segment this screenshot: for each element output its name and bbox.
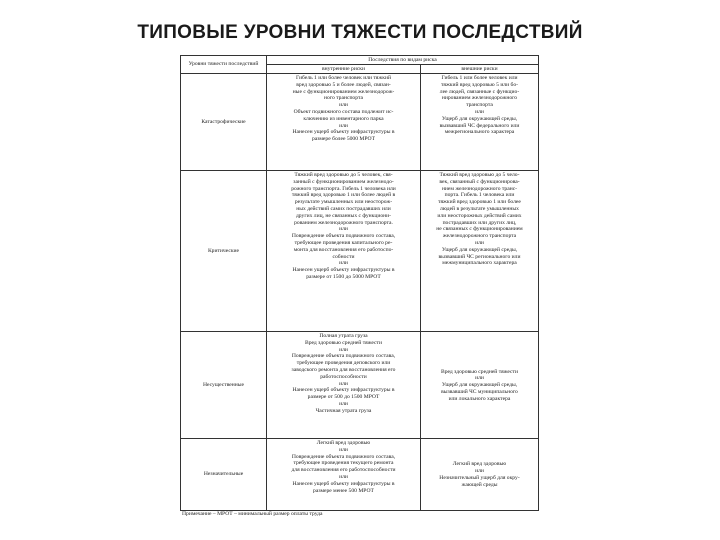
cell-line: железнодорожного транспорта — [442, 233, 517, 240]
cell-line: Гибель 1 или более человек или тяжкий — [296, 75, 391, 81]
cell-line: Нанесен ущерб объекту инфраструктуры в — [292, 480, 395, 487]
cell-line: Тяжкий вред здоровью до 5 чело- — [439, 172, 520, 178]
internal-risks-cell — [267, 74, 421, 171]
cell-line: или — [339, 226, 348, 233]
internal-risks-cell — [267, 439, 421, 511]
cell-line: Нанесен ущерб объекту инфраструктуры в — [292, 387, 395, 394]
cell-line: пострадавших или других лиц, — [442, 219, 517, 226]
cell-line: Незначительный ущерб для окру- — [439, 475, 520, 481]
cell-line: или — [339, 446, 348, 453]
header-internal-risks: внутренние риски — [267, 65, 421, 74]
cell-line: или — [475, 239, 484, 246]
cell-line: Объект подвижного состава подлежит ис- — [293, 108, 394, 115]
cell-line: Ущерб для окружающей среды, — [441, 115, 518, 122]
cell-line: тяжкий вред здоровью 1 или более — [438, 199, 521, 206]
cell-line: работоспособности — [320, 373, 367, 380]
cell-line: жающей среды — [461, 481, 498, 488]
cell-line: Ущерб для окружающей среды, — [441, 382, 518, 389]
cell-line: других лиц, не связанных с функциони- — [295, 212, 392, 219]
cell-line: Легкий вред здоровью — [316, 440, 371, 446]
cell-line: Вред здоровью средней тяжести — [441, 368, 518, 375]
cell-line: ключению из инвентарного парка — [303, 115, 384, 122]
cell-line: рованием железнодорожного транспорта. — [294, 219, 393, 226]
cell-line: межрегионального характера — [444, 129, 515, 136]
cell-line: Нанесен ущерб объекту инфраструктуры в — [292, 129, 395, 136]
cell-line: лее людей, связанные с функцио- — [439, 88, 520, 95]
cell-line: для восстановления его работоспособности — [291, 467, 396, 474]
cell-line: тяжкий вред здоровью 5 или бо- — [441, 81, 518, 88]
internal-risks-cell — [267, 332, 421, 439]
table-row — [181, 171, 539, 332]
cell-line: или — [339, 400, 348, 407]
cell-line: размере менее 500 МРОТ — [313, 487, 374, 494]
cell-line: вызвавший ЧС федерального или — [439, 122, 520, 129]
cell-line: Нанесен ущерб объекту инфраструктуры в — [292, 267, 395, 274]
cell-line: или — [475, 108, 484, 115]
level-minor: Незначительные — [181, 439, 267, 511]
internal-risks-cell — [267, 171, 421, 332]
cell-line: ного транспорта — [324, 95, 363, 102]
level-critical: Критические — [181, 171, 267, 332]
level-insignificant: Несущественные — [181, 332, 267, 439]
cell-line: Повреждение объекта подвижного состава, — [291, 233, 396, 240]
cell-line: не связанных с функционированием — [436, 226, 523, 233]
header-consequences: Последствия по видам риска — [267, 56, 539, 65]
cell-line: занный с функционированием железнодо- — [293, 178, 394, 185]
cell-line: или — [475, 468, 484, 475]
level-catastrophic: Катастрофические — [181, 74, 267, 171]
table-row — [181, 332, 539, 439]
severity-document — [180, 55, 538, 518]
cell-line: требующее проведения капитального ре- — [294, 239, 393, 246]
cell-line: Тяжкий вред здоровью до 5 человек, свя- — [294, 172, 393, 178]
cell-line: век, связанный с функционирова- — [439, 178, 520, 185]
table-row — [181, 74, 539, 171]
cell-line: или — [339, 473, 348, 480]
cell-line: порта. Гибель 1 человека или — [444, 192, 515, 199]
cell-line: вызвавший ЧС муниципального — [441, 388, 518, 395]
cell-line: Повреждение объекта подвижного состава, — [291, 453, 396, 460]
cell-line: заводского ремонта для восстановления его — [291, 366, 396, 373]
cell-line: или — [339, 260, 348, 267]
cell-line: Полная утрата груза — [319, 333, 368, 339]
cell-line: размере более 5000 МРОТ — [311, 136, 376, 143]
external-risks-cell — [421, 332, 539, 439]
footnote: Примечание – МРОТ – минимальный размер оплаты труда — [182, 511, 323, 517]
cell-line: нированием железнодорожного — [441, 95, 518, 102]
external-risks-cell — [421, 74, 539, 171]
cell-line: или неосторожных действий самих — [437, 212, 522, 219]
cell-line: или — [475, 375, 484, 382]
cell-line: людей в результате умышленных — [440, 205, 519, 212]
external-risks-cell — [421, 171, 539, 332]
cell-line: межмуниципального характера — [442, 260, 517, 267]
cell-line: или — [339, 380, 348, 387]
severity-table — [180, 55, 539, 511]
cell-line: результате умышленных или неосторож- — [294, 199, 393, 206]
cell-line: тяжкий вред здоровью 1 или более людей в — [291, 192, 396, 199]
cell-line: Вред здоровью средней тяжести — [305, 339, 382, 346]
header-external-risks: внешние риски — [421, 65, 539, 74]
slide-title: ТИПОВЫЕ УРОВНИ ТЯЖЕСТИ ПОСЛЕДСТВИЙ — [137, 22, 583, 43]
cell-line: или локального характера — [448, 395, 511, 402]
cell-line: Легкий вред здоровью — [452, 461, 507, 468]
cell-line: нием железнодорожного транс- — [441, 185, 518, 192]
header-level: Уровни тяжести последствий — [181, 56, 267, 74]
cell-line: или — [339, 346, 348, 353]
cell-line: Ущерб для окружающей среды, — [441, 246, 518, 253]
cell-line: размере от 500 до 1500 МРОТ — [307, 394, 380, 401]
cell-line: или — [339, 122, 348, 129]
cell-line: или — [339, 102, 348, 109]
cell-line: Повреждение объекта подвижного состава, — [291, 353, 396, 360]
cell-line: размере от 1500 до 5000 МРОТ — [306, 273, 381, 280]
cell-line: Частичная утрата груза — [315, 407, 372, 414]
cell-line: монта для восстановления его работоспо- — [293, 246, 394, 253]
cell-line: Гибель 1 или более человек или — [441, 75, 518, 81]
cell-line: требующее проведения текущего ремонта — [293, 460, 394, 467]
cell-line: требующее проведения деповского или — [296, 360, 391, 367]
external-risks-cell — [421, 439, 539, 511]
table-row — [181, 439, 539, 511]
cell-line: вызвавший ЧС регионального или — [438, 253, 521, 260]
cell-line: транспорта — [466, 102, 493, 109]
cell-line: вред здоровью 5 и более людей, связан- — [296, 81, 391, 88]
cell-line: собности — [332, 253, 355, 260]
cell-line: ных действий самих пострадавших или — [296, 205, 391, 212]
cell-line: ные с функционированием железнодорож- — [292, 88, 395, 95]
cell-line: рожного транспорта. Гибель 1 человека или — [291, 185, 396, 192]
